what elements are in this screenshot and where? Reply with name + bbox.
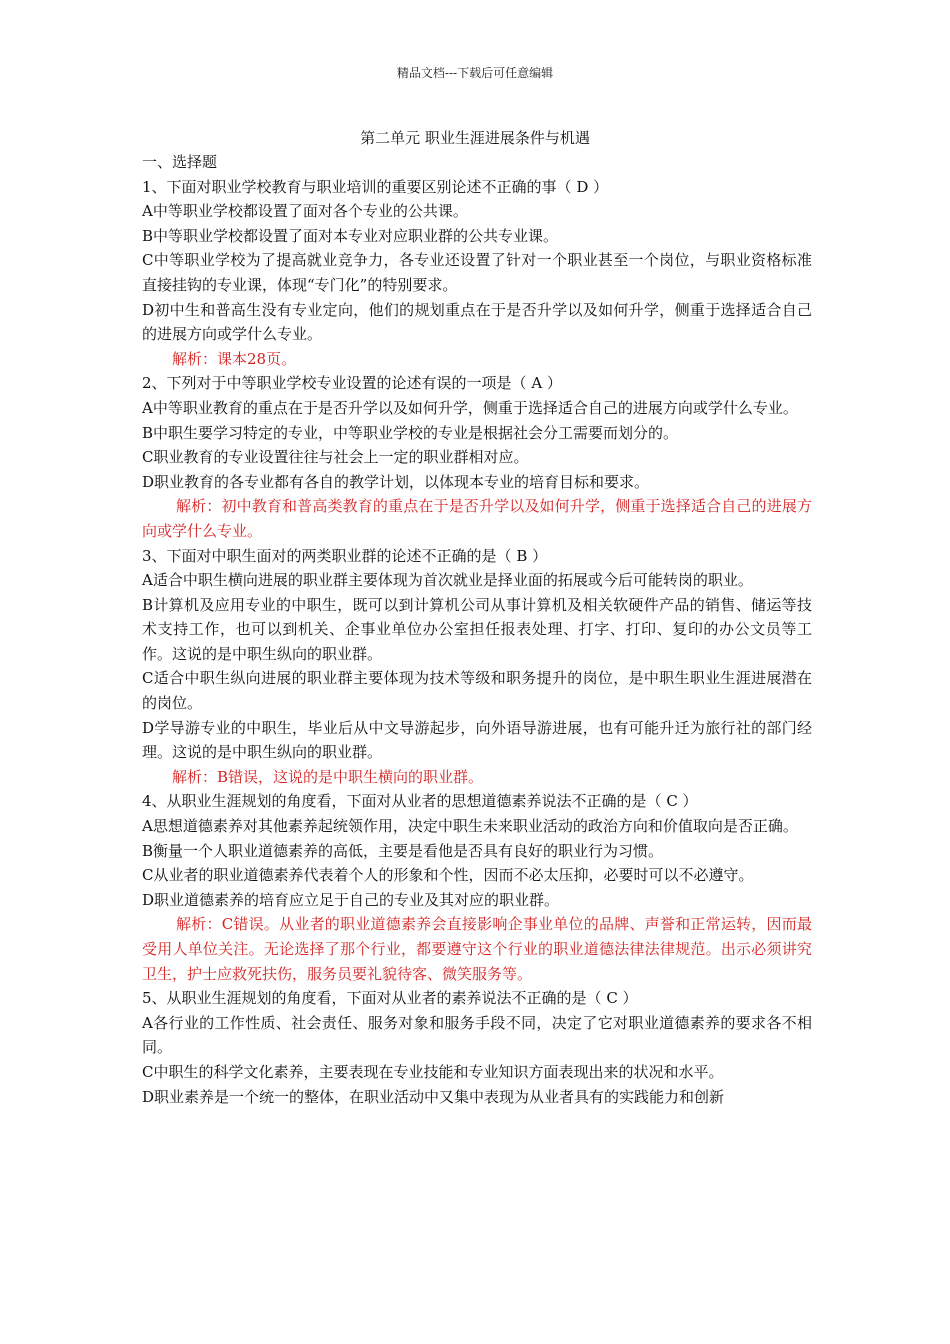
option-line: A适合中职生横向进展的职业群主要体现为首次就业是择业面的拓展或今后可能转岗的职业。: [142, 571, 753, 590]
option-line: D职业道德素养的培育应立足于自己的专业及其对应的职业群。: [142, 890, 560, 909]
question-stem: 3、下面对中职生面对的两类职业群的论述不正确的是（ B ）: [142, 546, 548, 565]
option-line: C从业者的职业道德素养代表着个人的形象和个性，因而不必太压抑，必要时可以不必遵守。: [142, 866, 754, 885]
option-line: D职业素养是一个统一的整体，在职业活动中又集中表现为从业者具有的实践能力和创新: [142, 1087, 725, 1106]
question-stem: 5、从职业生涯规划的角度看，下面对从业者的素养说法不正确的是（ C ）: [142, 989, 638, 1008]
page-header: 精品文档---下载后可任意编辑: [396, 66, 554, 80]
question-stem: 4、从职业生涯规划的角度看，下面对从业者的思想道德素养说法不正确的是（ C ）: [142, 792, 698, 811]
option-line: D学导游专业的中职生，毕业后从中文导游起步，向外语导游进展，也有可能升迁为旅行社的部门经理。这说的是中职生纵向的职业群。: [142, 718, 812, 762]
option-line: C中等职业学校为了提高就业竞争力，各专业还设置了针对一个职业甚至一个岗位，与职业资格标准直接挂钩的专业课，体现“专门化”的特别要求。: [142, 251, 812, 294]
option-line: A中等职业学校都设置了面对各个专业的公共课。: [142, 202, 468, 221]
section-heading: 一、选择题: [142, 153, 218, 171]
option-line: B衡量一个人职业道德素养的高低，主要是看他是否具有良好的职业行为习惯。: [142, 841, 664, 860]
explanation: 解析：课本28页。: [172, 349, 297, 368]
explanation: 解析：初中教育和普高类教育的重点在于是否升学以及如何升学，侧重于选择适合自己的进展方向或学什么专业。: [142, 497, 812, 540]
option-line: C职业教育的专业设置往往与社会上一定的职业群相对应。: [142, 448, 529, 467]
option-line: D职业教育的各专业都有各自的教学计划，以体现本专业的培育目标和要求。: [142, 472, 650, 491]
question-stem: 2、下列对于中等职业学校专业设置的论述有误的一项是（ A ）: [142, 374, 562, 393]
explanation: 解析：B错误，这说的是中职生横向的职业群。: [172, 767, 484, 786]
option-line: C适合中职生纵向进展的职业群主要体现为技术等级和职务提升的岗位，是中职生职业生涯进展潜在的岗位。: [142, 669, 812, 713]
option-line: A思想道德素养对其他素养起统领作用，决定中职生未来职业活动的政治方向和价值取向是否正确。: [142, 817, 798, 836]
option-line: D初中生和普高生没有专业定向，他们的规划重点在于是否升学以及如何升学，侧重于选择适合自己的进展方向或学什么专业。: [142, 300, 812, 344]
question-stem: 1、下面对职业学校教育与职业培训的重要区别论述不正确的事（ D ）: [142, 177, 609, 196]
option-line: B计算机及应用专业的中职生，既可以到计算机公司从事计算机及相关软硬件产品的销售、储运等技术支持工作，也可以到机关、企事业单位办公室担任报表处理、打字、打印、复印的办公文员等工作。这说的是中职生纵向的职业群。: [142, 595, 812, 663]
option-line: B中等职业学校都设置了面对本专业对应职业群的公共专业课。: [142, 226, 559, 245]
option-line: B中职生要学习特定的专业，中等职业学校的专业是根据社会分工需要而划分的。: [142, 423, 679, 442]
option-line: A各行业的工作性质、社会责任、服务对象和服务手段不同，决定了它对职业道德素养的要求各不相同。: [142, 1013, 812, 1057]
option-line: C中职生的科学文化素养，主要表现在专业技能和专业知识方面表现出来的状况和水平。: [142, 1062, 724, 1081]
document-body: [142, 150, 812, 1109]
unit-title: 第二单元 职业生涯进展条件与机遇: [360, 129, 590, 147]
explanation: 解析：C错误。从业者的职业道德素养会直接影响企事业单位的品牌、声誉和正常运转，因而最受用人单位关注。无论选择了那个行业，都要遵守这个行业的职业道德法律法律规范。出示必须讲究卫生，护士应救死扶伤，服务员要礼貌待客、微笑服务等。: [142, 915, 812, 983]
option-line: A中等职业教育的重点在于是否升学以及如何升学，侧重于选择适合自己的进展方向或学什么专业。: [142, 398, 798, 417]
